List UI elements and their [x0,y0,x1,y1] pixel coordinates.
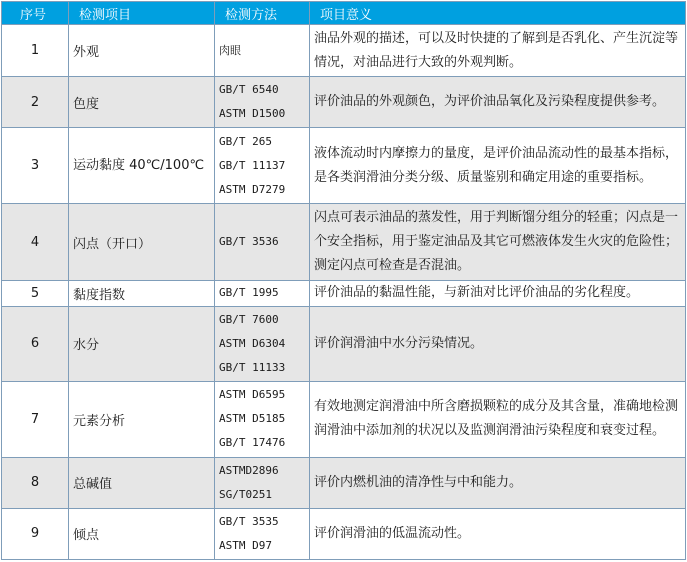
row-test-method [215,127,310,204]
method-code: ASTM D6304 [219,336,286,350]
table-row [2,127,686,204]
header-significance: 项目意义 [310,2,686,25]
method-code: GB/T 7600 [219,312,279,326]
row-significance: 有效地测定润滑油中所含磨损颗粒的成分及其含量，准确地检测润滑油中添加剂的状况以及监测润滑油污染程度和衰变过程。 [310,381,686,458]
method-code: ASTM D97 [219,538,272,552]
row-test-item: 元素分析 [69,381,215,458]
row-test-method [215,381,310,458]
row-test-item: 黏度指数 [69,280,215,306]
row-test-item: 闪点（开口） [69,204,215,281]
row-test-item: 水分 [69,307,215,382]
row-test-method [215,458,310,508]
header-number: 序号 [2,2,69,25]
row-test-method [215,25,310,77]
header-test-method: 检测方法 [215,2,310,25]
row-significance: 评价油品的外观颜色，为评价油品氧化及污染程度提供参考。 [310,77,686,127]
row-test-method [215,280,310,306]
table-row [2,77,686,127]
table-row [2,25,686,77]
row-number: 4 [2,204,69,281]
method-code: GB/T 265 [219,134,272,148]
row-significance: 液体流动时内摩擦力的量度，是评价油品流动性的最基本指标，是各类润滑油分类分级、质量鉴别和确定用途的重要指标。 [310,127,686,204]
row-significance: 闪点可表示油品的蒸发性，用于判断馏分组分的轻重；闪点是一个安全指标，用于鉴定油品及其它可燃液体发生火灾的危险性；测定闪点可检查是否混油。 [310,204,686,281]
row-number: 5 [2,280,69,306]
table-row [2,307,686,382]
row-test-item: 总碱值 [69,458,215,508]
row-test-item: 外观 [69,25,215,77]
row-number: 3 [2,127,69,204]
method-code: ASTMD2896 [219,463,279,477]
header-test-item: 检测项目 [69,2,215,25]
row-number: 7 [2,381,69,458]
method-code: GB/T 1995 [219,286,279,300]
table-row [2,458,686,508]
method-code: 肉眼 [219,43,241,57]
row-significance: 评价内燃机油的清净性与中和能力。 [310,458,686,508]
method-code: GB/T 17476 [219,436,286,450]
method-code: GB/T 11137 [219,158,286,172]
lubricant-test-table [1,1,686,560]
row-test-item: 色度 [69,77,215,127]
table-row [2,280,686,306]
table-header-row [2,2,686,25]
method-code: ASTM D6595 [219,388,286,402]
table-row [2,381,686,458]
row-number: 6 [2,307,69,382]
method-code: ASTM D5185 [219,412,286,426]
table-row [2,204,686,281]
method-code: GB/T 6540 [219,83,279,97]
method-code: ASTM D1500 [219,107,286,121]
method-code: SG/T0251 [219,487,272,501]
row-significance: 油品外观的描述，可以及时快捷的了解到是否乳化、产生沉淀等情况，对油品进行大致的外观判断。 [310,25,686,77]
row-significance: 评价油品的黏温性能，与新油对比评价油品的劣化程度。 [310,280,686,306]
row-test-method [215,77,310,127]
method-code: GB/T 3535 [219,514,279,528]
row-test-item: 运动黏度 40℃/100℃ [69,127,215,204]
row-test-method [215,204,310,281]
method-code: GB/T 3536 [219,235,279,249]
row-test-item: 倾点 [69,508,215,559]
row-number: 8 [2,458,69,508]
row-test-method [215,307,310,382]
method-code: ASTM D7279 [219,182,286,196]
row-number: 9 [2,508,69,559]
row-significance: 评价润滑油中水分污染情况。 [310,307,686,382]
row-significance: 评价润滑油的低温流动性。 [310,508,686,559]
row-test-method [215,508,310,559]
row-number: 2 [2,77,69,127]
row-number: 1 [2,25,69,77]
table-row [2,508,686,559]
method-code: GB/T 11133 [219,360,286,374]
